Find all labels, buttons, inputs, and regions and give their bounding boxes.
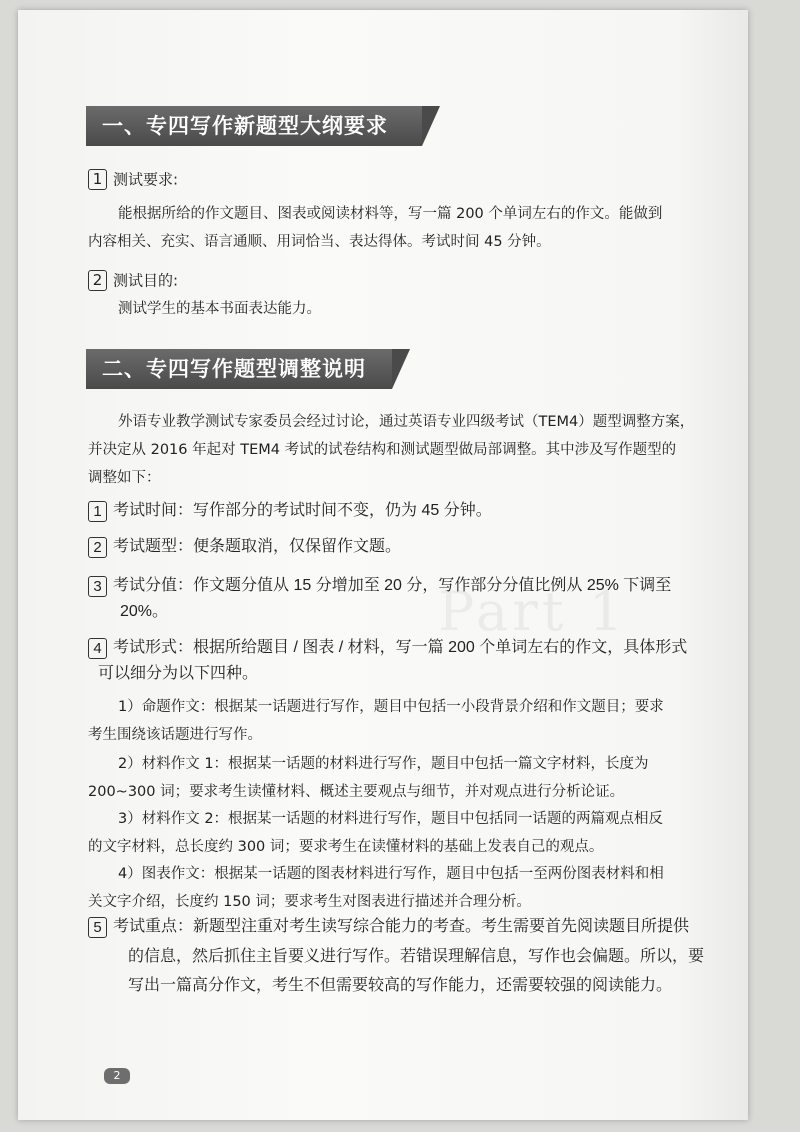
s1-item-2-text: 测试学生的基本书面表达能力。 [118,301,321,317]
s2-item-5 [88,914,689,940]
s2-intro-line-3: 调整如下： [88,470,161,486]
s2-intro-line-1: 外语专业教学测试专家委员会经过讨论，通过英语专业四级考试（TEM4）题型调整方案， [118,414,695,430]
item-text-line-1: 考试形式：根据所给题目 / 图表 / 材料，写一篇 200 个单词左右的作文，具体形式 [113,639,688,656]
item-number-box: 1 [88,501,107,522]
bleed-through-text: Part 1 [438,580,628,643]
s2-item-2 [88,534,401,560]
s2-item-1 [88,498,492,524]
form-1-line-2: 考生围绕该话题进行写作。 [88,727,262,743]
item-text-line-1: 考试分值：作文题分值从 15 分增加至 20 分，写作部分分值比例从 25% 下调至 [113,577,672,594]
s2-item-4-line-2: 可以细分为以下四种。 [98,665,259,682]
item-label: 测试要求: [113,170,179,189]
section-1-banner: 一、专四写作新题型大纲要求 [86,106,422,146]
s1-item-2 [88,267,178,294]
form-3-line-1: 3）材料作文 2：根据某一话题的材料进行写作，题目中包括同一话题的两篇观点相反 [118,811,664,827]
form-4-line-2: 关文字介绍，长度约 150 词；要求考生对图表进行描述并合理分析。 [88,894,531,910]
s2-item-4 [88,635,687,661]
s2-item-5-line-3: 写出一篇高分作文，考生不但需要较高的写作能力，还需要较强的阅读能力。 [128,977,673,994]
form-2-line-2: 200~300 词；要求考生读懂材料、概述主要观点与细节，并对观点进行分析论证。 [88,784,625,800]
item-number-box: 2 [88,537,107,558]
item-text-line-1: 考试题型：便条题取消，仅保留作文题。 [113,538,402,555]
s2-item-3 [88,573,671,599]
section-2-banner: 二、专四写作题型调整说明 [86,349,392,389]
form-3-line-2: 的文字材料，总长度约 300 词；要求考生在读懂材料的基础上发表自己的观点。 [88,839,604,855]
page-sheet [18,10,748,1120]
s1-item-1 [88,166,178,193]
item-number-box: 2 [88,270,107,291]
s2-item-5-line-2: 的信息，然后抓住主旨要义进行写作。若错误理解信息，写作也会偏题。所以，要 [128,948,705,965]
s2-intro-line-2: 并决定从 2016 年起对 TEM4 考试的试卷结构和测试题型做局部调整。其中涉及写作题型的 [88,442,677,458]
item-text-line-1: 考试重点：新题型注重对考生读写综合能力的考查。考生需要首先阅读题目所提供 [113,918,690,935]
form-2-line-1: 2）材料作文 1：根据某一话题的材料进行写作，题目中包括一篇文字材料，长度为 [118,756,649,772]
form-4-line-1: 4）图表作文：根据某一话题的图表材料进行写作，题目中包括一至两份图表材料和相 [118,866,664,882]
item-number-box: 1 [88,169,107,190]
item-label: 测试目的: [113,271,179,290]
item-number-box: 5 [88,917,107,938]
item-number-box: 4 [88,638,107,659]
s1-item-1-text-line-2: 内容相关、充实、语言通顺、用词恰当、表达得体。考试时间 45 分钟。 [88,234,551,250]
item-text-line-1: 考试时间：写作部分的考试时间不变，仍为 45 分钟。 [113,502,492,519]
form-1-line-1: 1）命题作文：根据某一话题进行写作，题目中包括一小段背景介绍和作文题目；要求 [118,699,664,715]
s2-item-3-line-2: 20%。 [120,603,169,620]
s1-item-1-text-line-1: 能根据所给的作文题目、图表或阅读材料等，写一篇 200 个单词左右的作文。能做到 [118,206,663,222]
item-number-box: 3 [88,576,107,597]
page-number-badge: 2 [104,1068,130,1084]
